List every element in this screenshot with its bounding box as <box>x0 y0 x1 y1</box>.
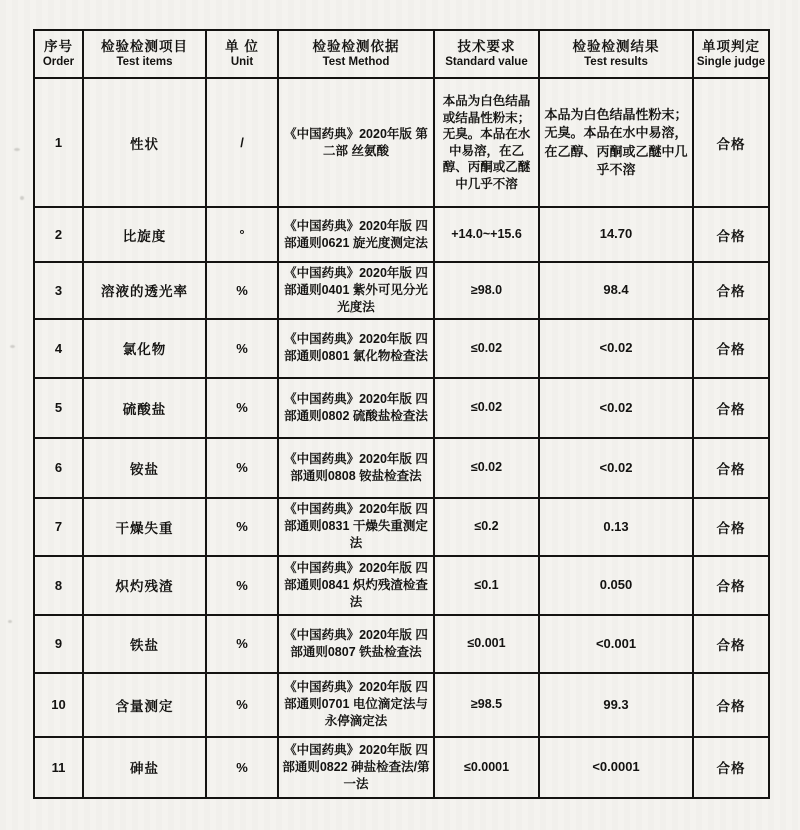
cell-result: 0.050 <box>539 556 693 615</box>
cell-result: <0.02 <box>539 378 693 438</box>
column-header-standard-value-en: Standard value <box>445 55 528 68</box>
cell-standard: ≤0.001 <box>434 615 539 673</box>
cell-result: 14.70 <box>539 207 693 262</box>
cell-order: 1 <box>34 78 83 207</box>
table-row <box>34 207 769 262</box>
cell-item: 性状 <box>83 78 206 207</box>
cell-standard: ≤0.02 <box>434 438 539 498</box>
scan-artifact <box>20 196 24 200</box>
cell-judge: 合格 <box>693 262 769 319</box>
scan-artifact <box>10 345 15 348</box>
cell-unit: % <box>206 615 278 673</box>
cell-method: 《中国药典》2020年版 第二部 丝氨酸 <box>278 78 434 207</box>
cell-standard: ≤0.1 <box>434 556 539 615</box>
table-row <box>34 556 769 615</box>
table-header-row <box>34 30 769 78</box>
table-row <box>34 737 769 798</box>
column-header-order-zh: 序号 <box>44 38 73 54</box>
cell-standard: ≥98.5 <box>434 673 539 737</box>
cell-unit: % <box>206 378 278 438</box>
column-header-unit-en: Unit <box>230 55 254 68</box>
cell-standard: 本品为白色结晶或结晶性粉末；无臭。本品在水中易溶，在乙醇、丙酮或乙醚中几乎不溶 <box>434 78 539 207</box>
table-row <box>34 438 769 498</box>
cell-unit: / <box>206 78 278 207</box>
cell-unit: % <box>206 737 278 798</box>
cell-unit: % <box>206 498 278 556</box>
cell-order: 10 <box>34 673 83 737</box>
cell-unit: % <box>206 262 278 319</box>
cell-unit: % <box>206 673 278 737</box>
cell-item: 铵盐 <box>83 438 206 498</box>
cell-order: 7 <box>34 498 83 556</box>
cell-result: 本品为白色结晶性粉末；无臭。本品在水中易溶，在乙醇、丙酮或乙醚中几乎不溶 <box>539 78 693 207</box>
column-header-test-method-en: Test Method <box>322 55 390 68</box>
cell-order: 11 <box>34 737 83 798</box>
column-header-unit-zh: 单 位 <box>225 38 259 54</box>
table-body <box>34 78 769 798</box>
column-header-order <box>34 30 83 78</box>
cell-method: 《中国药典》2020年版 四部通则0802 硫酸盐检查法 <box>278 378 434 438</box>
column-header-standard-value-zh: 技术要求 <box>457 38 516 54</box>
cell-order: 9 <box>34 615 83 673</box>
cell-item: 铁盐 <box>83 615 206 673</box>
column-header-test-results <box>539 30 693 78</box>
column-header-test-items-zh: 检验检测项目 <box>101 38 188 54</box>
cell-standard: ≤0.2 <box>434 498 539 556</box>
cell-item: 干燥失重 <box>83 498 206 556</box>
cell-unit: % <box>206 319 278 378</box>
column-header-test-items <box>83 30 206 78</box>
column-header-test-items-en: Test items <box>116 55 173 68</box>
cell-result: 98.4 <box>539 262 693 319</box>
cell-result: <0.02 <box>539 319 693 378</box>
column-header-unit <box>206 30 278 78</box>
cell-judge: 合格 <box>693 78 769 207</box>
column-header-test-method-zh: 检验检测依据 <box>312 38 400 54</box>
column-header-single-judge-en: Single judge <box>696 55 766 68</box>
table-row <box>34 673 769 737</box>
cell-judge: 合格 <box>693 438 769 498</box>
cell-unit: % <box>206 556 278 615</box>
cell-judge: 合格 <box>693 378 769 438</box>
cell-result: <0.02 <box>539 438 693 498</box>
test-report-table <box>33 29 770 799</box>
column-header-test-results-en: Test results <box>584 55 648 68</box>
cell-judge: 合格 <box>693 498 769 556</box>
column-header-test-results-zh: 检验检测结果 <box>572 38 660 54</box>
table-row <box>34 262 769 319</box>
column-header-standard-value <box>434 30 539 78</box>
cell-judge: 合格 <box>693 673 769 737</box>
cell-method: 《中国药典》2020年版 四部通则0401 紫外可见分光光度法 <box>278 262 434 319</box>
cell-method: 《中国药典》2020年版 四部通则0801 氯化物检查法 <box>278 319 434 378</box>
cell-judge: 合格 <box>693 615 769 673</box>
table-row <box>34 378 769 438</box>
cell-item: 炽灼残渣 <box>83 556 206 615</box>
cell-judge: 合格 <box>693 556 769 615</box>
cell-standard: ≤0.0001 <box>434 737 539 798</box>
column-header-test-method <box>278 30 434 78</box>
cell-order: 6 <box>34 438 83 498</box>
cell-item: 比旋度 <box>83 207 206 262</box>
table-row <box>34 319 769 378</box>
cell-method: 《中国药典》2020年版 四部通则0831 干燥失重测定法 <box>278 498 434 556</box>
cell-item: 溶液的透光率 <box>83 262 206 319</box>
cell-result: <0.001 <box>539 615 693 673</box>
cell-standard: ≤0.02 <box>434 378 539 438</box>
table-row <box>34 78 769 207</box>
cell-method: 《中国药典》2020年版 四部通则0701 电位滴定法与永停滴定法 <box>278 673 434 737</box>
scan-artifact <box>8 620 12 623</box>
cell-result: <0.0001 <box>539 737 693 798</box>
cell-judge: 合格 <box>693 737 769 798</box>
column-header-single-judge <box>693 30 769 78</box>
cell-item: 砷盐 <box>83 737 206 798</box>
cell-result: 0.13 <box>539 498 693 556</box>
cell-method: 《中国药典》2020年版 四部通则0807 铁盐检查法 <box>278 615 434 673</box>
cell-judge: 合格 <box>693 319 769 378</box>
cell-item: 硫酸盐 <box>83 378 206 438</box>
cell-method: 《中国药典》2020年版 四部通则0822 砷盐检查法/第一法 <box>278 737 434 798</box>
cell-method: 《中国药典》2020年版 四部通则0621 旋光度测定法 <box>278 207 434 262</box>
scan-artifact <box>14 148 20 151</box>
cell-item: 含量测定 <box>83 673 206 737</box>
cell-order: 5 <box>34 378 83 438</box>
cell-order: 4 <box>34 319 83 378</box>
column-header-order-en: Order <box>42 55 75 68</box>
cell-method: 《中国药典》2020年版 四部通则0841 炽灼残渣检查法 <box>278 556 434 615</box>
cell-standard: ≤0.02 <box>434 319 539 378</box>
cell-unit: % <box>206 438 278 498</box>
table-row <box>34 498 769 556</box>
cell-order: 3 <box>34 262 83 319</box>
cell-standard: +14.0~+15.6 <box>434 207 539 262</box>
table-row <box>34 615 769 673</box>
cell-order: 2 <box>34 207 83 262</box>
cell-unit: ° <box>206 207 278 262</box>
column-header-single-judge-zh: 单项判定 <box>702 38 760 54</box>
cell-item: 氯化物 <box>83 319 206 378</box>
cell-method: 《中国药典》2020年版 四部通则0808 铵盐检查法 <box>278 438 434 498</box>
cell-judge: 合格 <box>693 207 769 262</box>
cell-order: 8 <box>34 556 83 615</box>
cell-standard: ≥98.0 <box>434 262 539 319</box>
cell-result: 99.3 <box>539 673 693 737</box>
